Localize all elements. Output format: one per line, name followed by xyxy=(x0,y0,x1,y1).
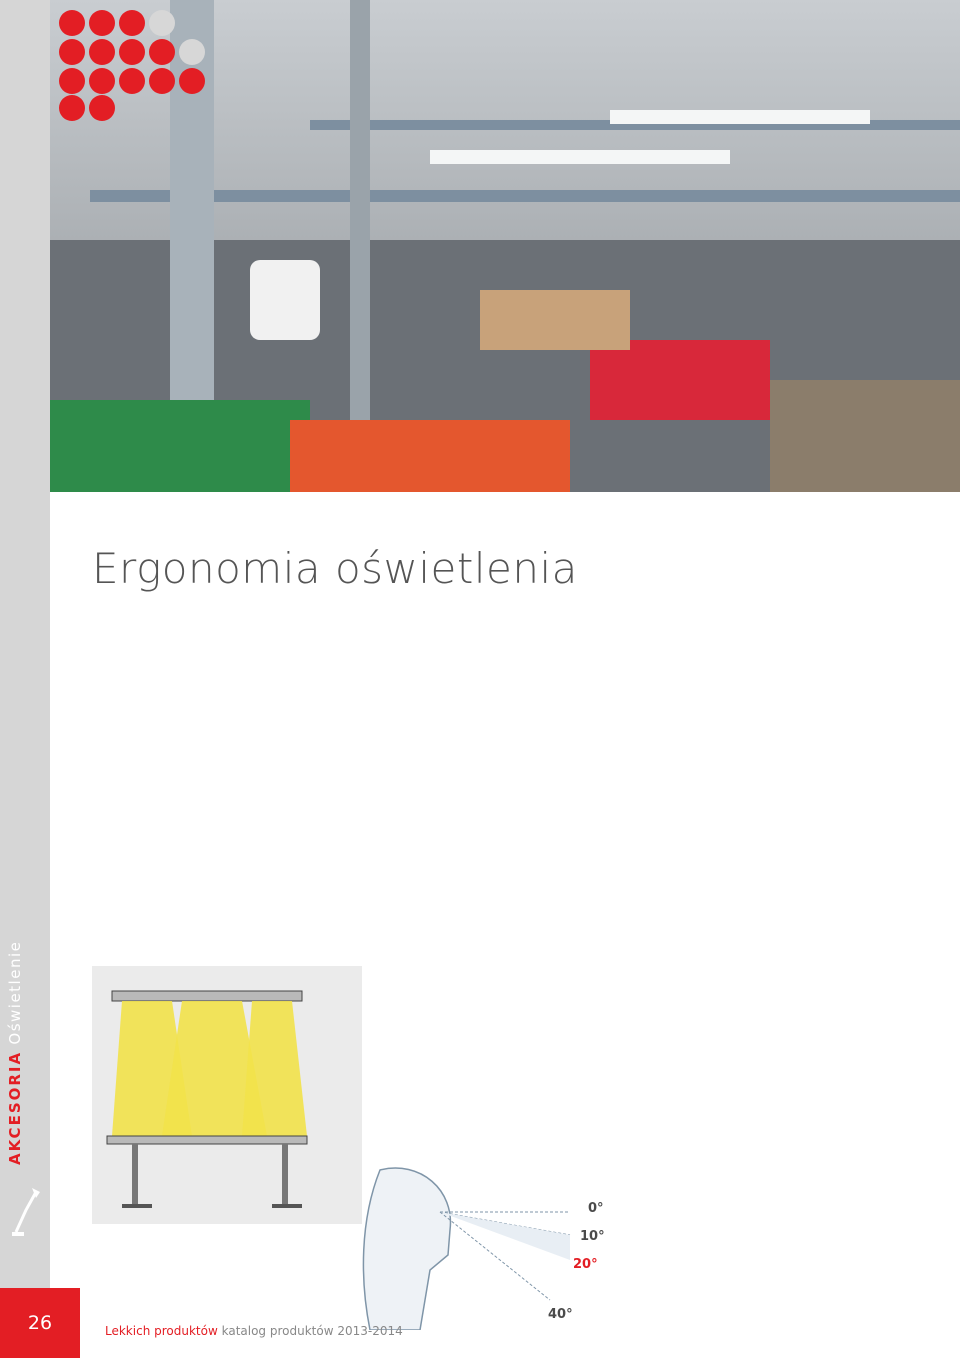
angle-20: 20° xyxy=(573,1257,598,1272)
angle-0: 0° xyxy=(588,1201,604,1216)
footer-brand: Lekkich produktów xyxy=(105,1324,218,1338)
viewing-angle-diagram xyxy=(360,1160,610,1330)
side-section: Oświetlenie xyxy=(6,940,24,1045)
workstation-diagram xyxy=(92,966,362,1224)
footer-catalog: katalog produktów 2013-2014 xyxy=(221,1324,403,1338)
page-title: Ergonomia oświetlenia xyxy=(92,544,578,594)
side-category: AKCESORIA xyxy=(6,1050,24,1165)
side-section-label xyxy=(6,941,24,1165)
angle-10: 10° xyxy=(580,1229,605,1244)
page-number: 26 xyxy=(0,1288,80,1358)
decorative-dots xyxy=(50,0,210,125)
angle-40: 40° xyxy=(548,1307,573,1322)
footer xyxy=(105,1324,403,1338)
lamp-icon xyxy=(10,1180,42,1240)
header-photo xyxy=(50,0,960,492)
